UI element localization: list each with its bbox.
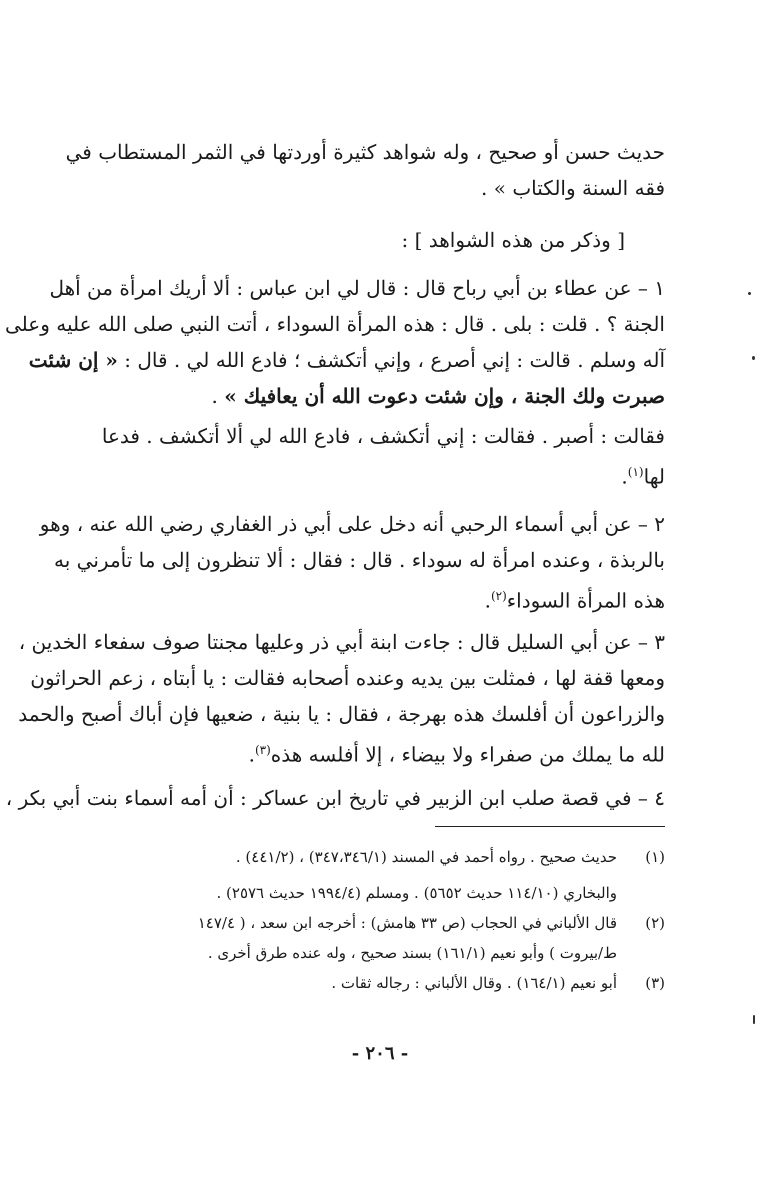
text-segment: هذه المرأة السوداء <box>506 588 665 613</box>
text-line <box>105 378 665 414</box>
footnote-ref[interactable]: (٣) <box>254 743 271 757</box>
paragraph-evidence-1-cont <box>101 418 665 490</box>
text-line <box>28 342 665 378</box>
paragraph-hadith-grade <box>65 134 665 206</box>
footnote-separator <box>435 826 665 827</box>
footnote-1 <box>105 842 665 872</box>
text-segment: . <box>248 742 255 767</box>
footnote-text: حديث صحيح . رواه أحمد في المسند (٣٤٧،٣٤٦/١) ، (٤٤١/٢) . <box>235 848 617 866</box>
footnotes <box>105 842 665 998</box>
text-segment: آله وسلم . قالت : إني أصرع ، وإني أتكشف ؛ فادع الله لي . قال : <box>124 348 665 372</box>
footnote-ref[interactable]: (٢) <box>490 589 507 603</box>
paragraph-evidence-1 <box>5 270 665 414</box>
bold-quote: « إن شئت <box>28 348 118 372</box>
text-line: ٤ – في قصة صلب ابن الزبير في تاريخ ابن عساكر : أن أمه أسماء بنت أبي بكر ، <box>5 786 665 810</box>
text-segment: . <box>621 464 628 489</box>
footnote-text: قال الألباني في الحجاب (ص ٣٣ هامش) : أخرجه ابن سعد ، ( ١٤٧/٤ <box>197 914 617 932</box>
paragraph-evidence-3 <box>18 624 665 768</box>
page-number: - ٢٠٦ - <box>351 1043 409 1064</box>
text-segment: لها <box>643 464 665 489</box>
text-line: ٣ – عن أبي السليل قال : جاءت ابنة أبي ذر وعليها مجنتا صوف سفعاء الخدين ، <box>18 630 665 654</box>
footnote-2-cont: ط/بيروت ) وأبو نعيم (١٦١/١) بسند صحيح ، وله عنده طرق أخرى . <box>207 944 617 962</box>
text-line: ١ – عن عطاء بن أبي رباح قال : قال لي ابن عباس : ألا أريك امرأة من أهل <box>49 276 665 300</box>
text-line: والزراعون أن أفلسك هذه بهرجة ، فقال : يا بنية ، ضعيها فإن أباك أصبح والحمد <box>18 702 665 726</box>
scan-speck <box>753 1015 755 1024</box>
paragraph-evidence-4 <box>5 780 665 816</box>
text-line: فقالت : أصبر . فقالت : إني أتكشف ، فادع الله لي ألا أتكشف . فدعا <box>101 424 665 448</box>
text-line <box>105 732 665 768</box>
scan-speck <box>752 356 755 360</box>
text-line: بالربذة ، وعنده امرأة له سوداء . قال : فقال : ألا تنظرون إلى ما تأمرني به <box>54 548 665 572</box>
footnote-3 <box>105 968 665 998</box>
footnote-1-cont: والبخاري (١١٤/١٠ حديث ٥٦٥٢) . ومسلم (١٩٩٤/٤ حديث ٢٥٧٦) . <box>216 884 617 902</box>
footnote-number: (١) <box>645 848 665 866</box>
bold-quote: صبرت ولك الجنة ، وإن شئت دعوت الله أن يعافيك » <box>224 384 665 408</box>
footnote-ref[interactable]: (١) <box>627 465 644 479</box>
text-line: الجنة ؟ . قلت : بلى . قال : هذه المرأة السوداء ، أتت النبي صلى الله عليه وعلى <box>5 312 665 336</box>
footnote-2 <box>105 908 665 938</box>
paragraph-evidence-2 <box>39 506 665 614</box>
text-line: حديث حسن أو صحيح ، وله شواهد كثيرة أوردتها في الثمر المستطاب في <box>65 140 665 164</box>
text-line: ٢ – عن أبي أسماء الرحبي أنه دخل على أبي ذر الغفاري رضي الله عنه ، وهو <box>39 512 665 536</box>
text-line: فقه السنة والكتاب » . <box>481 176 665 200</box>
text-segment: . <box>484 588 491 613</box>
footnote-text: أبو نعيم (١٦٤/١) . وقال الألباني : رجاله ثقات . <box>331 974 617 992</box>
footnote-number: (٣) <box>645 974 665 992</box>
footnote-number: (٢) <box>645 914 665 932</box>
text-line <box>105 454 665 490</box>
text-segment: . <box>211 384 225 408</box>
text-line: [ وذكر من هذه الشواهد ] : <box>401 228 625 252</box>
scan-speck <box>748 292 751 295</box>
text-line: ومعها قفة لها ، فمثلت بين يديه وعنده أصحابه فقالت : يا أبتاه ، زعم الحراثون <box>30 666 665 690</box>
paragraph-evidence-intro <box>105 222 625 258</box>
text-segment: لله ما يملك من صفراء ولا بيضاء ، إلا أفلسه هذه <box>270 742 665 767</box>
text-line <box>105 578 665 614</box>
